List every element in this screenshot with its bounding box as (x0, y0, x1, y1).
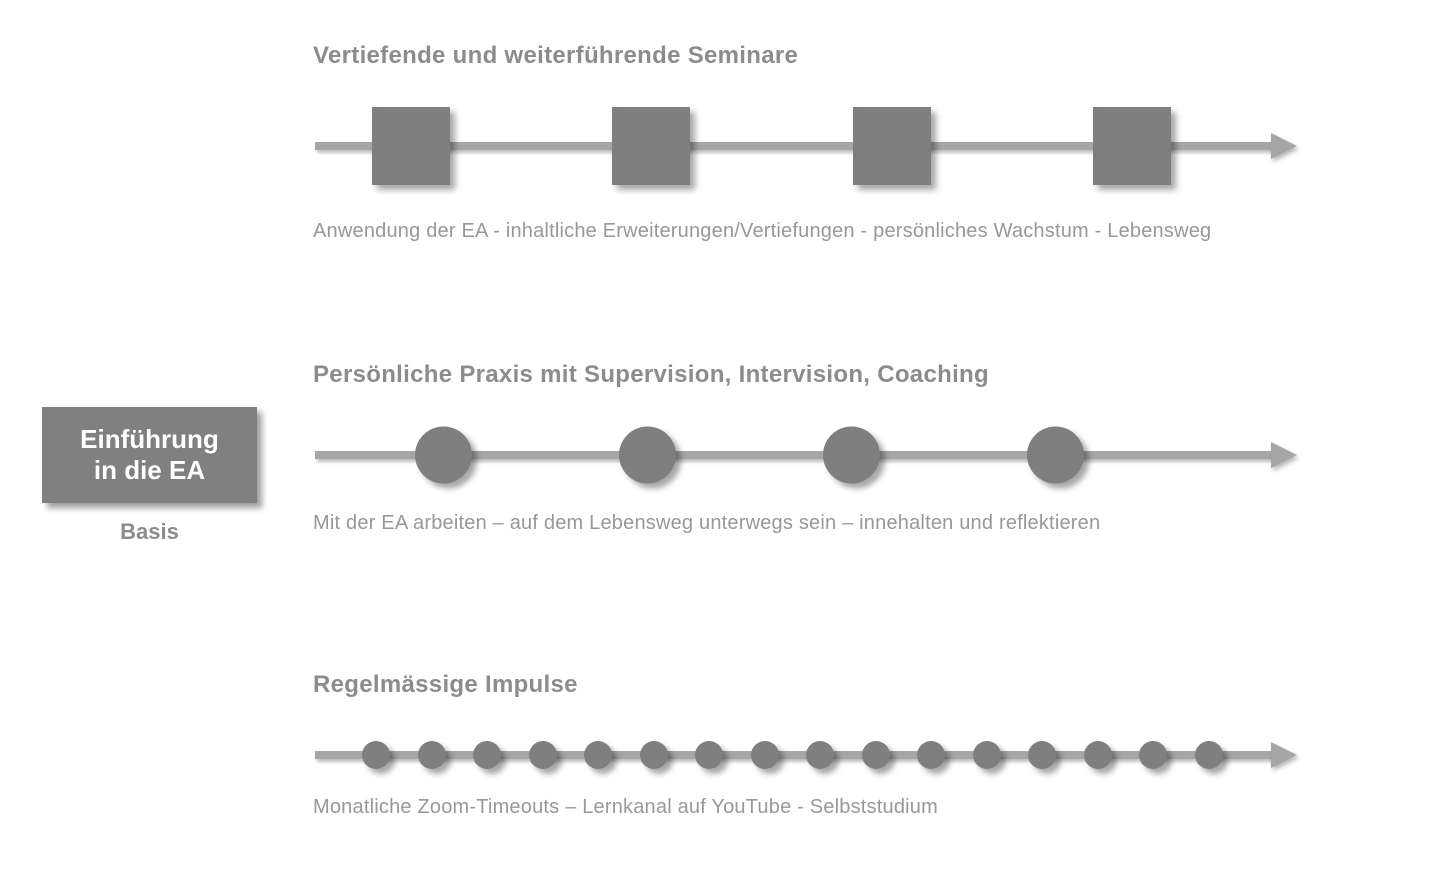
marker-circle (415, 427, 472, 484)
section-subtitle-praxis: Mit der EA arbeiten – auf dem Lebensweg unterwegs sein – innehalten und reflektieren (313, 512, 1101, 534)
marker-circle (823, 427, 880, 484)
intro-box-label-line2: in die EA (93, 455, 206, 485)
timeline-seminare (315, 96, 1297, 196)
timeline-impulse (315, 705, 1297, 805)
section-title-seminare: Vertiefende und weiterführende Seminare (313, 42, 799, 69)
marker-square (612, 107, 690, 185)
timeline-line (315, 751, 1273, 759)
section-title-praxis: Persönliche Praxis mit Supervision, Intervision, Coaching (313, 361, 989, 388)
marker-dot (1139, 741, 1167, 769)
marker-dot (362, 741, 390, 769)
marker-dot (695, 741, 723, 769)
section-subtitle-impulse: Monatliche Zoom-Timeouts – Lernkanal auf YouTube - Selbststudium (313, 796, 938, 818)
marker-dot (1084, 741, 1112, 769)
intro-box (42, 407, 257, 503)
arrowhead-icon (1271, 742, 1297, 768)
section-title-impulse: Regelmässige Impulse (313, 671, 578, 698)
intro-box-label-line1: Einführung (80, 424, 219, 454)
marker-dot (1195, 741, 1223, 769)
marker-dot (640, 741, 668, 769)
marker-dot (973, 741, 1001, 769)
marker-dot (1028, 741, 1056, 769)
marker-dot (529, 741, 557, 769)
marker-dot (473, 741, 501, 769)
marker-dot (862, 741, 890, 769)
marker-dot (584, 741, 612, 769)
marker-dot (917, 741, 945, 769)
marker-dot (418, 741, 446, 769)
intro-caption: Basis (120, 519, 179, 544)
marker-dot (806, 741, 834, 769)
section-subtitle-seminare: Anwendung der EA - inhaltliche Erweiterungen/Vertiefungen - persönliches Wachstum - Lebensweg (313, 220, 1212, 242)
marker-circle (1027, 427, 1084, 484)
arrowhead-icon (1271, 442, 1297, 468)
marker-circle (619, 427, 676, 484)
timeline-praxis (315, 405, 1297, 505)
marker-square (372, 107, 450, 185)
marker-square (1093, 107, 1171, 185)
arrowhead-icon (1271, 133, 1297, 159)
marker-dot (751, 741, 779, 769)
marker-square (853, 107, 931, 185)
